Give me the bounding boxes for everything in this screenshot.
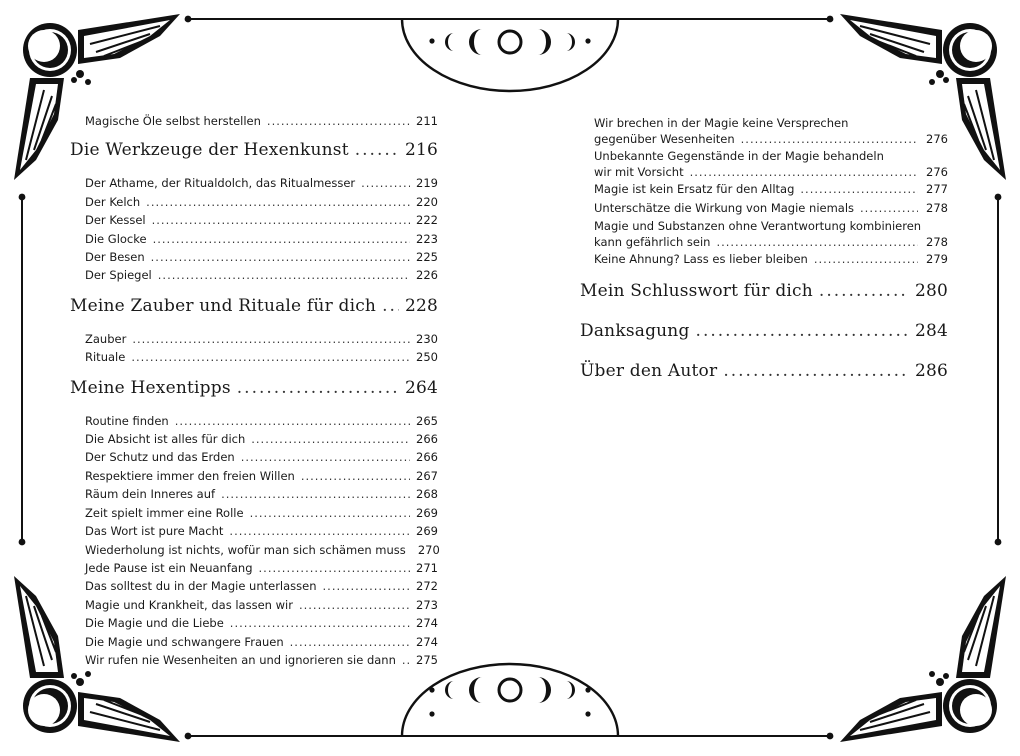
toc-entry-title: Der Kelch xyxy=(85,194,141,209)
chapter-page: 264 xyxy=(404,377,438,398)
toc-entry-page: 278 xyxy=(926,234,948,249)
leader-dots xyxy=(175,412,410,430)
toc-entry[interactable] xyxy=(85,430,438,448)
toc-entry[interactable] xyxy=(85,577,438,595)
toc-entry[interactable] xyxy=(85,348,438,366)
toc-entry-title-line1: Wir brechen in der Magie keine Versprechen xyxy=(594,116,849,130)
toc-entry-page: 275 xyxy=(416,652,438,667)
leader-dots xyxy=(229,522,410,540)
toc-entry-title: Zeit spielt immer eine Rolle xyxy=(85,505,244,520)
toc-entry-title: Die Absicht ist alles für dich xyxy=(85,432,246,447)
toc-entry-page: 219 xyxy=(416,176,438,191)
toc-entry-page: 269 xyxy=(416,505,438,520)
toc-entry[interactable] xyxy=(85,266,438,284)
leader-dots xyxy=(819,281,909,301)
toc-entry[interactable] xyxy=(85,112,438,130)
toc-entry-page: 222 xyxy=(416,213,438,228)
leader-dots xyxy=(800,182,918,198)
toc-entry-page: 277 xyxy=(926,182,948,196)
leader-dots xyxy=(323,577,410,595)
chapter-title: Meine Zauber und Rituale für dich xyxy=(70,295,377,316)
toc-entry[interactable] xyxy=(85,633,438,651)
leader-dots xyxy=(132,330,410,348)
toc-entry-title-line2: kann gefährlich sein xyxy=(594,234,711,249)
toc-entry-title: Routine finden xyxy=(85,413,169,428)
toc-entry-title: Zauber xyxy=(85,331,127,346)
leader-dots xyxy=(267,112,410,130)
toc-entry[interactable] xyxy=(85,596,438,614)
toc-entry-page: 250 xyxy=(416,350,438,365)
toc-entry-page: 272 xyxy=(416,579,438,594)
toc-chapter[interactable] xyxy=(580,281,948,301)
toc-entry-page: 223 xyxy=(416,231,438,246)
leader-dots xyxy=(355,140,399,160)
leader-dots xyxy=(361,174,410,192)
toc-chapter[interactable] xyxy=(580,321,948,341)
toc-entry[interactable] xyxy=(594,182,948,198)
toc-entry[interactable] xyxy=(85,248,438,266)
leader-dots xyxy=(690,165,918,181)
leader-dots xyxy=(241,448,410,466)
toc-entry-page: 271 xyxy=(416,560,438,575)
toc-entry-page: 276 xyxy=(926,164,948,179)
leader-dots xyxy=(230,614,410,632)
toc-entry-page: 211 xyxy=(416,114,438,128)
leader-dots xyxy=(259,559,410,577)
leader-dots xyxy=(814,252,918,268)
chapter-page: 284 xyxy=(914,320,948,341)
chapter-title: Mein Schlusswort für dich xyxy=(580,280,813,301)
leader-dots xyxy=(723,361,909,381)
toc-entry-title: Die Glocke xyxy=(85,231,147,246)
toc-entry-page: 225 xyxy=(416,250,438,265)
leader-dots xyxy=(299,596,410,614)
toc-chapter[interactable] xyxy=(70,140,438,160)
toc-entry[interactable] xyxy=(85,559,438,577)
toc-entry-page: 279 xyxy=(926,252,948,266)
toc-chapter[interactable] xyxy=(70,296,438,316)
toc-entry-title: Die Magie und schwangere Frauen xyxy=(85,634,284,649)
toc-entry-title: Das solltest du in der Magie unterlassen xyxy=(85,579,317,594)
toc-entry-page: 265 xyxy=(416,413,438,428)
toc-entry-page: 274 xyxy=(416,634,438,649)
chapter-title: Meine Hexentipps xyxy=(70,377,231,398)
chapter-page: 280 xyxy=(914,280,948,301)
leader-dots xyxy=(860,201,918,217)
toc-entry[interactable] xyxy=(85,230,438,248)
toc-entry[interactable] xyxy=(85,174,438,192)
toc-entry-title: Die Magie und die Liebe xyxy=(85,616,224,631)
toc-entry-page: 273 xyxy=(416,597,438,612)
leader-dots xyxy=(290,633,410,651)
toc-entry-page: 269 xyxy=(416,524,438,539)
toc-entry-page: 274 xyxy=(416,616,438,631)
toc-entry[interactable] xyxy=(594,149,948,180)
toc-entry-title: Magische Öle selbst herstellen xyxy=(85,114,261,128)
toc-entry-title: Jede Pause ist ein Neuanfang xyxy=(85,560,253,575)
chapter-title: Über den Autor xyxy=(580,360,718,381)
toc-entry-page: 266 xyxy=(416,450,438,465)
chapter-page: 228 xyxy=(404,295,438,316)
leader-dots xyxy=(146,193,410,211)
leader-dots xyxy=(237,378,399,398)
toc-entry-title: Der Kessel xyxy=(85,213,146,228)
toc-entry-title: Der Schutz und das Erden xyxy=(85,450,235,465)
toc-entry-title: Räum dein Inneres auf xyxy=(85,487,216,502)
toc-entry-title: Magie ist kein Ersatz für den Alltag xyxy=(594,182,795,196)
leader-dots xyxy=(301,467,410,485)
toc-entry-title: Respektiere immer den freien Willen xyxy=(85,468,295,483)
toc-entry[interactable] xyxy=(85,485,438,503)
toc-entry-title-line1: Unbekannte Gegenstände in der Magie behandeln xyxy=(594,149,884,163)
toc-entry-page: 226 xyxy=(416,268,438,283)
toc-entry-title: Der Besen xyxy=(85,250,145,265)
toc-entry[interactable] xyxy=(85,467,438,485)
leader-dots xyxy=(221,485,410,503)
toc-entry-page: 276 xyxy=(926,131,948,146)
leader-dots xyxy=(250,504,410,522)
toc-entry[interactable] xyxy=(85,193,438,211)
toc-entry[interactable] xyxy=(85,448,438,466)
toc-entry-page: 267 xyxy=(416,468,438,483)
toc-entry[interactable] xyxy=(85,614,438,632)
toc-chapter[interactable] xyxy=(70,378,438,398)
chapter-page: 216 xyxy=(404,140,438,161)
chapter-title: Die Werkzeuge der Hexenkunst xyxy=(70,140,349,161)
toc-entry[interactable] xyxy=(594,252,948,268)
toc-entry[interactable] xyxy=(85,522,438,540)
toc-entry-title: Magie und Krankheit, das lassen wir xyxy=(85,597,293,612)
toc-entry-title: Das Wort ist pure Macht xyxy=(85,524,224,539)
toc-entry-title: Unterschätze die Wirkung von Magie niemals xyxy=(594,200,855,215)
toc-entry[interactable] xyxy=(594,219,948,250)
toc-entry-title: Wiederholung ist nichts, wofür man sich schämen muss xyxy=(85,542,406,557)
toc-entry-title: Der Athame, der Ritualdolch, das Ritualmesser xyxy=(85,176,356,191)
leader-dots xyxy=(716,235,918,251)
toc-entry[interactable] xyxy=(85,412,438,430)
leader-dots xyxy=(152,211,410,229)
leader-dots xyxy=(131,348,410,366)
toc-entry[interactable] xyxy=(85,504,438,522)
toc-entry[interactable] xyxy=(594,116,948,147)
toc-entry-title: Rituale xyxy=(85,350,126,365)
toc-entry[interactable] xyxy=(85,651,438,669)
toc-entry-page: 278 xyxy=(926,200,948,215)
toc-entry-page: 268 xyxy=(416,487,438,502)
toc-entry-title-line1: Magie und Substanzen ohne Verantwortung kombinieren xyxy=(594,219,922,233)
toc-entry-title: Der Spiegel xyxy=(85,268,152,283)
leader-dots xyxy=(158,266,410,284)
leader-dots xyxy=(402,651,410,669)
toc-entry[interactable] xyxy=(85,541,438,559)
toc-entry-page: 220 xyxy=(416,194,438,209)
toc-entry[interactable] xyxy=(594,201,948,217)
toc-entry-page: 266 xyxy=(416,432,438,447)
toc-entry[interactable] xyxy=(85,330,438,348)
toc-right-column xyxy=(580,116,948,401)
toc-entry[interactable] xyxy=(85,211,438,229)
toc-entry-title-line2: wir mit Vorsicht xyxy=(594,164,684,179)
toc-entry-page: 230 xyxy=(416,331,438,346)
leader-dots xyxy=(151,248,410,266)
toc-entry-title-line2: gegenüber Wesenheiten xyxy=(594,131,735,146)
chapter-page: 286 xyxy=(914,360,948,381)
toc-entry-title: Keine Ahnung? Lass es lieber bleiben xyxy=(594,252,808,266)
leader-dots xyxy=(696,321,909,341)
toc-entry-page: 270 xyxy=(417,542,440,557)
toc-entry-title: Wir rufen nie Wesenheiten an und ignorieren sie dann xyxy=(85,652,396,667)
leader-dots xyxy=(741,132,918,148)
leader-dots xyxy=(382,296,399,316)
toc-left-column xyxy=(70,112,438,669)
chapter-title: Danksagung xyxy=(580,320,690,341)
leader-dots xyxy=(251,430,410,448)
toc-chapter[interactable] xyxy=(580,361,948,381)
leader-dots xyxy=(153,230,410,248)
